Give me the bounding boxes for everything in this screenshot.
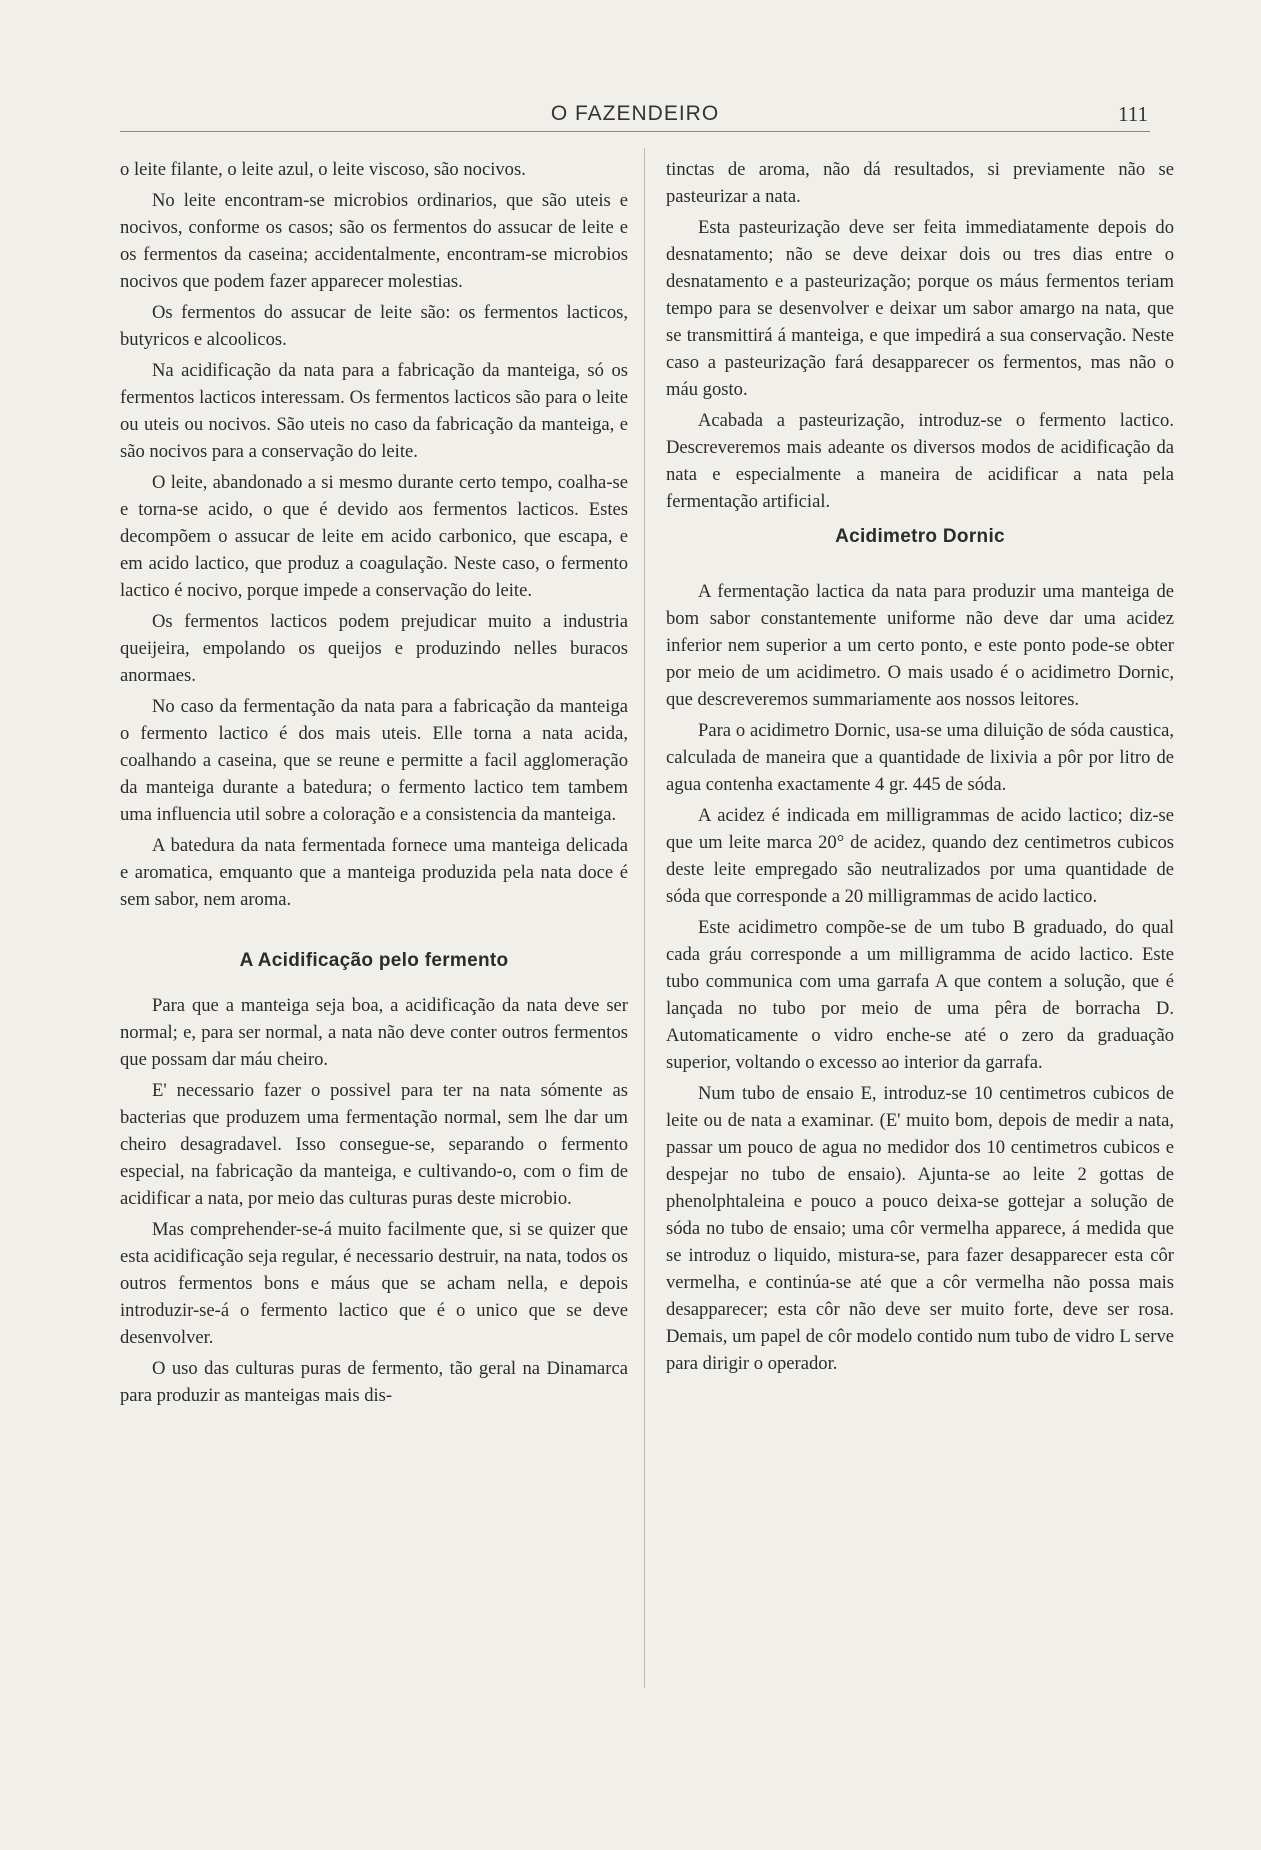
paragraph: Os fermentos do assucar de leite são: os fermentos lacticos, butyricos e alcoolicos. xyxy=(120,302,628,350)
paragraph: E' necessario fazer o possivel para ter na nata sómente as bacterias que produzem uma fermentação normal, sem lhe dar um cheiro desagradavel. Isso consegue-se, separando o fermento especial, na fabricação da manteiga, e cultivando-o, com o fim de acidificar a nata, por meio das culturas puras deste microbio. xyxy=(120,1080,628,1209)
paragraph: Na acidificação da nata para a fabricação da manteiga, só os fermentos lacticos interessam. Os fermentos lacticos são para o leite ou uteis ou nocivos. São uteis no caso da fabricação da manteiga, e são nocivos para a conservação do leite. xyxy=(120,360,628,462)
left-column xyxy=(120,156,628,1413)
paragraph: Esta pasteurização deve ser feita immediatamente depois do desnatamento; não se deve deixar dois ou tres dias entre o desnatamento e a pasteurização; porque os máus fermentos teriam tempo para se desenvolver e deixar um sabor amargo na nata, que se transmittirá á manteiga, e que impedirá a sua conservação. Neste caso a pasteurização fará desapparecer os fermentos, mas não o máu gosto. xyxy=(666,217,1174,400)
paragraph: A fermentação lactica da nata para produzir uma manteiga de bom sabor constantemente uniforme não deve dar uma acidez inferior nem superior a um certo ponto, e este ponto pode-se obter por meio de um acidimetro. O mais usado é o acidimetro Dornic, que descreveremos summariamente aos nossos leitores. xyxy=(666,581,1174,710)
paragraph: Este acidimetro compõe-se de um tubo B graduado, do qual cada gráu corresponde a um milligramma de acido lactico. Este tubo communica com uma garrafa A que contem a solução, que é lançada no tubo por meio de uma pêra de borracha D. Automaticamente o vidro enche-se até o zero da graduação superior, voltando o excesso ao interior da garrafa. xyxy=(666,917,1174,1073)
paragraph: Mas comprehender-se-á muito facilmente que, si se quizer que esta acidificação seja regular, é necessario destruir, na nata, todos os outros fermentos bons e máus que se acham nella, e depois introduzir-se-á o fermento lactico que é o unico que se deve desenvolver. xyxy=(120,1219,628,1348)
header-rule xyxy=(120,131,1150,132)
paragraph: Num tubo de ensaio E, introduz-se 10 centimetros cubicos de leite ou de nata a examinar. (E' muito bom, depois de medir a nata, passar um pouco de agua no medidor dos 10 centimetros cubicos e despejar no tubo de ensaio). Ajunta-se ao leite 2 gottas de phenolphtaleina e pouco a pouco deixa-se gottejar a solução de sóda no tubo de ensaio; uma côr vermelha apparece, á medida que se introduz o liquido, mistura-se, para fazer desapparecer esta côr vermelha, e continúa-se até que a côr vermelha não possa mais desapparecer; esta côr não deve ser muito forte, deve ser rosa. Demais, um papel de côr modelo contido num tubo de vidro L serve para dirigir o operador. xyxy=(666,1083,1174,1374)
paragraph: No leite encontram-se microbios ordinarios, que são uteis e nocivos, conforme os casos; são os fermentos do assucar de leite e os fermentos da caseina; accidentalmente, encontram-se microbios nocivos que podem fazer apparecer molestias. xyxy=(120,190,628,292)
column-divider xyxy=(644,148,645,1688)
paragraph: Acabada a pasteurização, introduz-se o fermento lactico. Descreveremos mais adeante os diversos modos de acidificação da nata e especialmente a maneira de acidificar a nata pela fermentação artificial. xyxy=(666,410,1174,512)
paragraph: Para o acidimetro Dornic, usa-se uma diluição de sóda caustica, calculada de maneira que a quantidade de lixivia a pôr por litro de agua contenha exactamente 4 gr. 445 de sóda. xyxy=(666,720,1174,795)
paragraph: No caso da fermentação da nata para a fabricação da manteiga o fermento lactico é dos mais uteis. Elle torna a nata acida, coalhando a caseina, que se reune e permitte a facil agglomeração da manteiga durante a batedura; o fermento lactico tem tambem uma influencia util sobre a coloração e a consistencia da manteiga. xyxy=(120,696,628,825)
magazine-title: O FAZENDEIRO xyxy=(550,102,720,125)
paragraph: Os fermentos lacticos podem prejudicar muito a industria queijeira, empolando os queijos e produzindo nelles buracos anormaes. xyxy=(120,611,628,686)
page-header xyxy=(120,100,1150,130)
paragraph: O leite, abandonado a si mesmo durante certo tempo, coalha-se e torna-se acido, o que é devido aos fermentos lacticos. Estes decompõem o assucar de leite em acido carbonico, que escapa, e em acido lactico, que produz a coagulação. Neste caso, o fermento lactico é nocivo, porque impede a conservação do leite. xyxy=(120,472,628,601)
section-heading: A Acidificação pelo fermento xyxy=(239,950,509,971)
paragraph: Para que a manteiga seja boa, a acidificação da nata deve ser normal; e, para ser normal, a nata não deve conter outros fermentos que possam dar máu cheiro. xyxy=(120,995,628,1070)
page-number: 111 xyxy=(1118,102,1148,126)
paragraph: o leite filante, o leite azul, o leite viscoso, são nocivos. xyxy=(120,159,526,180)
paragraph: A batedura da nata fermentada fornece uma manteiga delicada e aromatica, emquanto que a manteiga produzida pela nata doce é sem sabor, nem aroma. xyxy=(120,835,628,910)
right-column xyxy=(666,156,1174,1381)
section-heading: Acidimetro Dornic xyxy=(835,526,1005,547)
paragraph: tinctas de aroma, não dá resultados, si previamente não se pasteurizar a nata. xyxy=(666,159,1174,207)
paragraph: O uso das culturas puras de fermento, tão geral na Dinamarca para produzir as manteigas mais dis- xyxy=(120,1358,628,1406)
paragraph: A acidez é indicada em milligrammas de acido lactico; diz-se que um leite marca 20° de acidez, quando dez centimetros cubicos deste leite empregado são neutralizados por uma quantidade de sóda que corresponde a 20 milligrammas de acido lactico. xyxy=(666,805,1174,907)
